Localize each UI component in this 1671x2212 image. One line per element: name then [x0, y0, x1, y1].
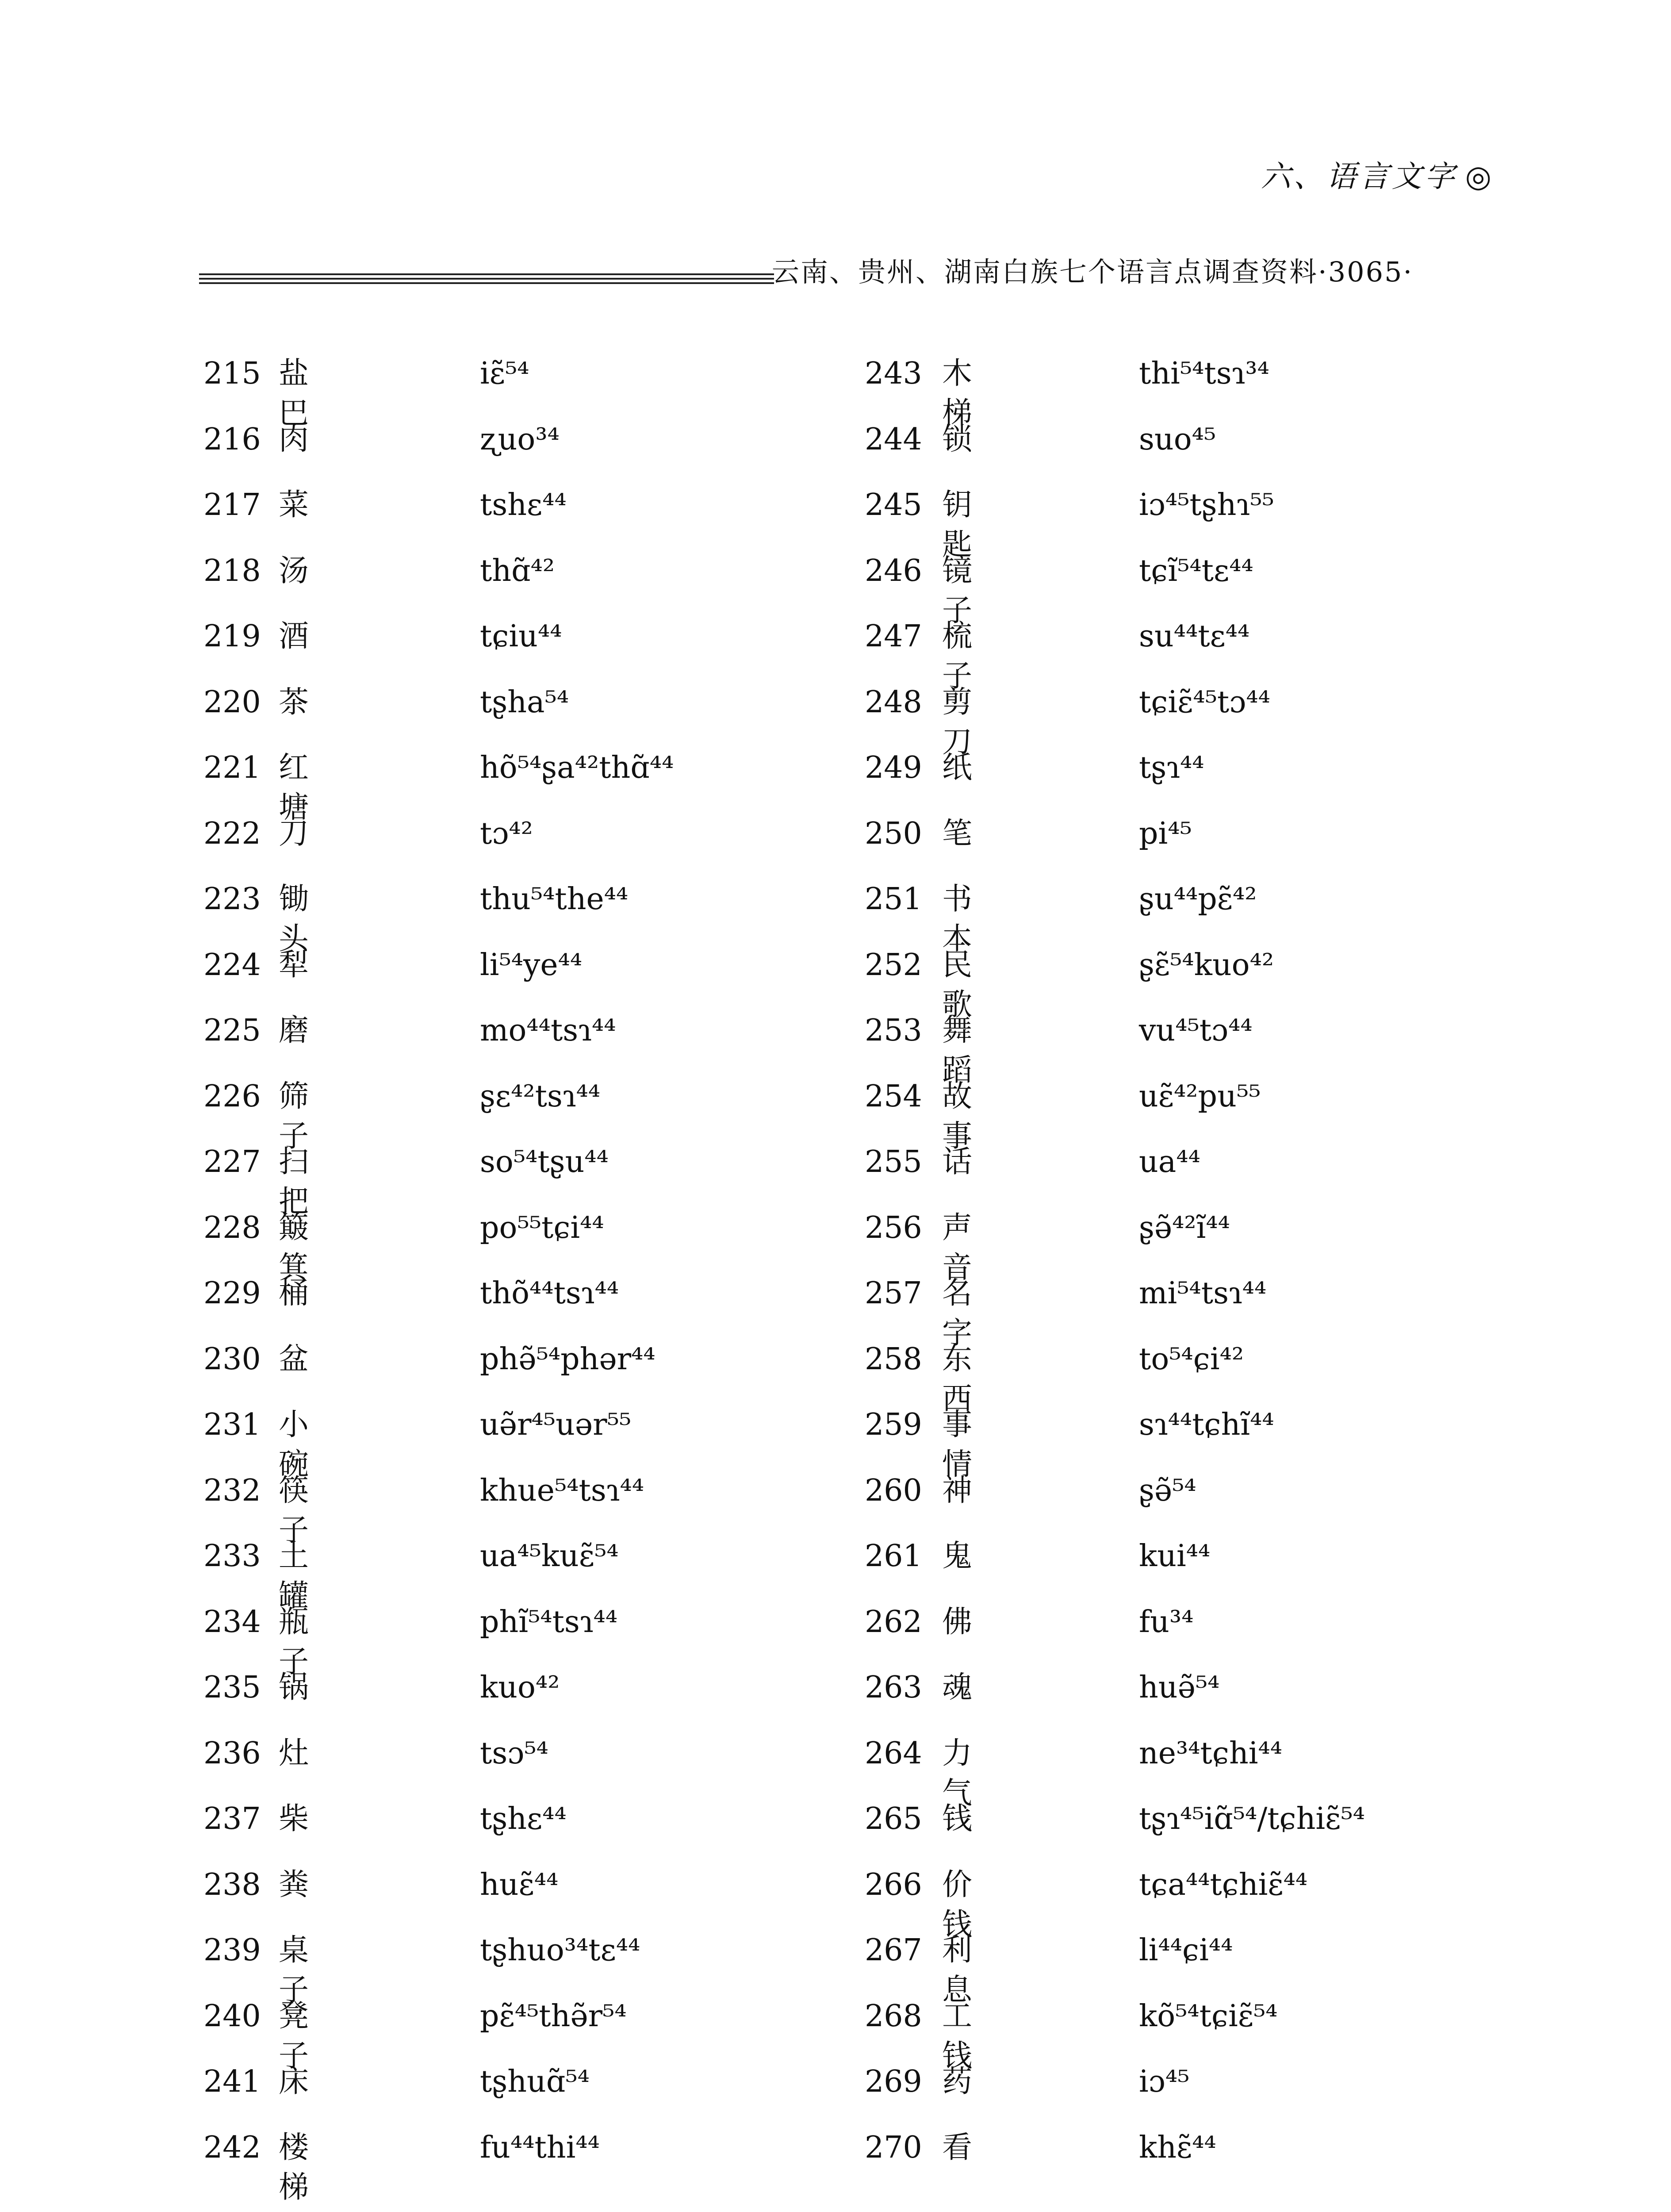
entry-number: 248 [865, 684, 922, 720]
pronunciation: po⁵⁵tɕi⁴⁴ [480, 1210, 604, 1245]
chinese-word: 盐巴 [279, 356, 309, 431]
pronunciation: tɕiu⁴⁴ [480, 619, 562, 654]
chinese-word: 汤 [279, 553, 309, 588]
entry-number: 266 [865, 1867, 922, 1902]
chinese-word: 钱 [942, 1801, 973, 1836]
entry-number: 268 [865, 1998, 922, 2034]
chinese-word: 床 [279, 2064, 309, 2099]
pronunciation: ua⁴⁴ [1139, 1144, 1200, 1179]
pronunciation: phĩ⁵⁴tsɿ⁴⁴ [480, 1604, 618, 1640]
chinese-word: 菜 [279, 488, 309, 522]
chinese-word: 磨 [279, 1013, 309, 1048]
entry-number: 223 [203, 882, 261, 917]
pronunciation: huɛ̃⁴⁴ [480, 1867, 559, 1902]
entry-number: 247 [865, 619, 922, 654]
chinese-word: 纸 [942, 750, 973, 785]
pronunciation: thu⁵⁴the⁴⁴ [480, 882, 629, 917]
pronunciation: tʂɿ⁴⁴ [1139, 750, 1204, 785]
entry-number: 261 [865, 1539, 922, 1574]
pronunciation: iɔ⁴⁵ [1139, 2064, 1190, 2099]
entry-number: 221 [203, 750, 261, 785]
chinese-word: 工钱 [942, 1998, 973, 2074]
entry-number: 233 [203, 1539, 261, 1574]
entry-number: 254 [865, 1079, 922, 1114]
entry-number: 253 [865, 1013, 922, 1048]
chinese-word: 钥匙 [942, 488, 973, 562]
section-header [1261, 153, 1494, 196]
entry-number: 258 [865, 1341, 922, 1377]
chinese-word: 舞蹈 [942, 1013, 973, 1088]
pronunciation: phə̃⁵⁴phər⁴⁴ [480, 1341, 655, 1377]
pronunciation: tʂhɛ⁴⁴ [480, 1801, 567, 1836]
chinese-word: 柴 [279, 1801, 309, 1836]
chinese-word: 粪 [279, 1867, 309, 1902]
entry-number: 250 [865, 816, 922, 851]
entry-number: 228 [203, 1210, 261, 1245]
pronunciation: khɛ̃⁴⁴ [1139, 2130, 1216, 2165]
pronunciation: tɔ⁴² [480, 816, 533, 851]
pronunciation: li⁵⁴ye⁴⁴ [480, 947, 583, 983]
pronunciation: kuo⁴² [480, 1670, 560, 1705]
pronunciation: pi⁴⁵ [1139, 816, 1192, 851]
pronunciation: hõ⁵⁴ʂa⁴²thɑ̃⁴⁴ [480, 750, 674, 785]
entry-number: 218 [203, 553, 261, 588]
entry-number: 262 [865, 1604, 922, 1640]
entry-number: 230 [203, 1341, 261, 1377]
pronunciation: ʂɛ⁴²tsɿ⁴⁴ [480, 1079, 601, 1114]
pronunciation: ne³⁴tɕhi⁴⁴ [1139, 1736, 1283, 1771]
chinese-word: 魂 [942, 1670, 973, 1705]
chinese-word: 红塘 [279, 750, 309, 825]
pronunciation: pɛ̃⁴⁵thə̃r⁵⁴ [480, 1998, 627, 2034]
entry-number: 224 [203, 947, 261, 983]
chinese-word: 桌子 [279, 1933, 309, 2008]
entry-number: 215 [203, 356, 261, 391]
chinese-word: 犁 [279, 947, 309, 983]
chinese-word: 茶 [279, 684, 309, 720]
pronunciation: fu³⁴ [1139, 1604, 1194, 1640]
pronunciation: tɕĩ⁵⁴tɛ⁴⁴ [1139, 553, 1253, 588]
entry-number: 239 [203, 1933, 261, 1968]
pronunciation: tʂɿ⁴⁵iɑ̃⁵⁴/tɕhiɛ̃⁵⁴ [1139, 1801, 1365, 1836]
entry-number: 234 [203, 1604, 261, 1640]
pronunciation: mo⁴⁴tsɿ⁴⁴ [480, 1013, 616, 1048]
pronunciation: kui⁴⁴ [1139, 1539, 1211, 1574]
chinese-word: 名字 [942, 1276, 973, 1351]
chinese-word: 东西 [942, 1341, 973, 1417]
entry-number: 222 [203, 816, 261, 851]
chinese-word: 桶 [279, 1276, 309, 1311]
entry-number: 255 [865, 1144, 922, 1179]
chinese-word: 力气 [942, 1736, 973, 1811]
pronunciation: sɿ⁴⁴tɕhĩ⁴⁴ [1139, 1407, 1274, 1442]
pronunciation: ʐuo³⁴ [480, 422, 560, 457]
entry-number: 220 [203, 684, 261, 720]
entry-number: 217 [203, 488, 261, 522]
entry-number: 269 [865, 2064, 922, 2099]
chinese-word: 筛子 [279, 1079, 309, 1154]
entry-number: 257 [865, 1276, 922, 1311]
pronunciation: tʂhuo³⁴tɛ⁴⁴ [480, 1933, 640, 1968]
chinese-word: 小碗 [279, 1407, 309, 1482]
entry-number: 263 [865, 1670, 922, 1705]
chinese-word: 看 [942, 2130, 973, 2165]
entry-number: 236 [203, 1736, 261, 1771]
chinese-word: 佛 [942, 1604, 973, 1640]
pronunciation: tʂhuɑ̃⁵⁴ [480, 2064, 590, 2099]
chinese-word: 锄头 [279, 882, 309, 956]
chinese-word: 酒 [279, 619, 309, 654]
chinese-word: 凳子 [279, 1998, 309, 2074]
pronunciation: khue⁵⁴tsɿ⁴⁴ [480, 1473, 644, 1508]
chinese-word: 土罐 [279, 1539, 309, 1613]
pronunciation: vu⁴⁵tɔ⁴⁴ [1139, 1013, 1253, 1048]
entry-number: 260 [865, 1473, 922, 1508]
pronunciation: iɛ̃⁵⁴ [480, 356, 529, 391]
chinese-word: 神 [942, 1473, 973, 1508]
pronunciation: kõ⁵⁴tɕiɛ̃⁵⁴ [1139, 1998, 1278, 2034]
chinese-word: 价钱 [942, 1867, 973, 1942]
entry-number: 240 [203, 1998, 261, 2034]
section-mark-icon: ◎ [1465, 159, 1494, 194]
entry-number: 232 [203, 1473, 261, 1508]
entry-number: 235 [203, 1670, 261, 1705]
chinese-word: 刀 [279, 816, 309, 851]
pronunciation: uə̃r⁴⁵uər⁵⁵ [480, 1407, 632, 1442]
running-title: 云南、贵州、湖南白族七个语言点调查资料·3065· [772, 256, 1414, 288]
entry-number: 216 [203, 422, 261, 457]
section-title: 六、语言文字 [1261, 159, 1457, 194]
chinese-word: 镜子 [942, 553, 973, 628]
pronunciation: ʂɛ̃⁵⁴kuo⁴² [1139, 947, 1274, 983]
chinese-word: 剪刀 [942, 684, 973, 760]
chinese-word: 肉 [279, 422, 309, 457]
chinese-word: 故事 [942, 1079, 973, 1154]
pronunciation: fu⁴⁴thi⁴⁴ [480, 2130, 600, 2165]
pronunciation: uɛ̃⁴²pu⁵⁵ [1139, 1079, 1261, 1114]
pronunciation: thi⁵⁴tsɿ³⁴ [1139, 356, 1269, 391]
chinese-word: 楼梯 [279, 2130, 309, 2205]
pronunciation: tʂha⁵⁴ [480, 684, 569, 720]
chinese-word: 鬼 [942, 1539, 973, 1574]
entry-number: 256 [865, 1210, 922, 1245]
chinese-word: 盆 [279, 1341, 309, 1377]
entry-number: 238 [203, 1867, 261, 1902]
entry-number: 245 [865, 488, 922, 522]
pronunciation: suo⁴⁵ [1139, 422, 1216, 457]
pronunciation: thɑ̃⁴² [480, 553, 555, 588]
entry-number: 252 [865, 947, 922, 983]
pronunciation: li⁴⁴ɕi⁴⁴ [1139, 1933, 1233, 1968]
pronunciation: tɕa⁴⁴tɕhiɛ̃⁴⁴ [1139, 1867, 1308, 1902]
pronunciation: ʂu⁴⁴pɛ̃⁴² [1139, 882, 1257, 917]
entry-number: 227 [203, 1144, 261, 1179]
pronunciation: tshɛ⁴⁴ [480, 488, 567, 522]
chinese-word: 簸箕 [279, 1210, 309, 1285]
chinese-word: 书本 [942, 882, 973, 956]
entry-number: 265 [865, 1801, 922, 1836]
entry-number: 225 [203, 1013, 261, 1048]
entry-number: 241 [203, 2064, 261, 2099]
entry-number: 226 [203, 1079, 261, 1114]
entry-number: 264 [865, 1736, 922, 1771]
chinese-word: 灶 [279, 1736, 309, 1771]
pronunciation: su⁴⁴tɛ⁴⁴ [1139, 619, 1250, 654]
pronunciation: ʂə̃⁵⁴ [1139, 1473, 1196, 1508]
entry-number: 237 [203, 1801, 261, 1836]
entry-number: 267 [865, 1933, 922, 1968]
entry-number: 270 [865, 2130, 922, 2165]
chinese-word: 民歌 [942, 947, 973, 1022]
entry-number: 259 [865, 1407, 922, 1442]
chinese-word: 筷子 [279, 1473, 309, 1548]
chinese-word: 瓶子 [279, 1604, 309, 1679]
pronunciation: to⁵⁴ɕi⁴² [1139, 1341, 1244, 1377]
chinese-word: 锅 [279, 1670, 309, 1705]
entry-number: 244 [865, 422, 922, 457]
entry-number: 249 [865, 750, 922, 785]
chinese-word: 话 [942, 1144, 973, 1179]
pronunciation: so⁵⁴tʂu⁴⁴ [480, 1144, 609, 1179]
entry-number: 251 [865, 882, 922, 917]
pronunciation: ʂə̃⁴²ĩ⁴⁴ [1139, 1210, 1230, 1245]
chinese-word: 事情 [942, 1407, 973, 1482]
pronunciation: huə̃⁵⁴ [1139, 1670, 1220, 1705]
chinese-word: 声音 [942, 1210, 973, 1285]
entry-number: 219 [203, 619, 261, 654]
chinese-word: 利息 [942, 1933, 973, 2008]
pronunciation: tsɔ⁵⁴ [480, 1736, 548, 1771]
chinese-word: 木梯 [942, 356, 973, 431]
chinese-word: 药 [942, 2064, 973, 2099]
entry-number: 243 [865, 356, 922, 391]
pronunciation: mi⁵⁴tsɿ⁴⁴ [1139, 1276, 1267, 1311]
entry-number: 242 [203, 2130, 261, 2165]
pronunciation: thõ⁴⁴tsɿ⁴⁴ [480, 1276, 619, 1311]
pronunciation: ua⁴⁵kuɛ̃⁵⁴ [480, 1539, 619, 1574]
header-rule [199, 273, 774, 287]
entry-number: 231 [203, 1407, 261, 1442]
chinese-word: 锁 [942, 422, 973, 457]
pronunciation: tɕiɛ̃⁴⁵tɔ⁴⁴ [1139, 684, 1270, 720]
chinese-word: 梳子 [942, 619, 973, 694]
entry-number: 246 [865, 553, 922, 588]
entry-number: 229 [203, 1276, 261, 1311]
pronunciation: iɔ⁴⁵tʂhɿ⁵⁵ [1139, 488, 1274, 522]
chinese-word: 笔 [942, 816, 973, 851]
chinese-word: 扫把 [279, 1144, 309, 1219]
